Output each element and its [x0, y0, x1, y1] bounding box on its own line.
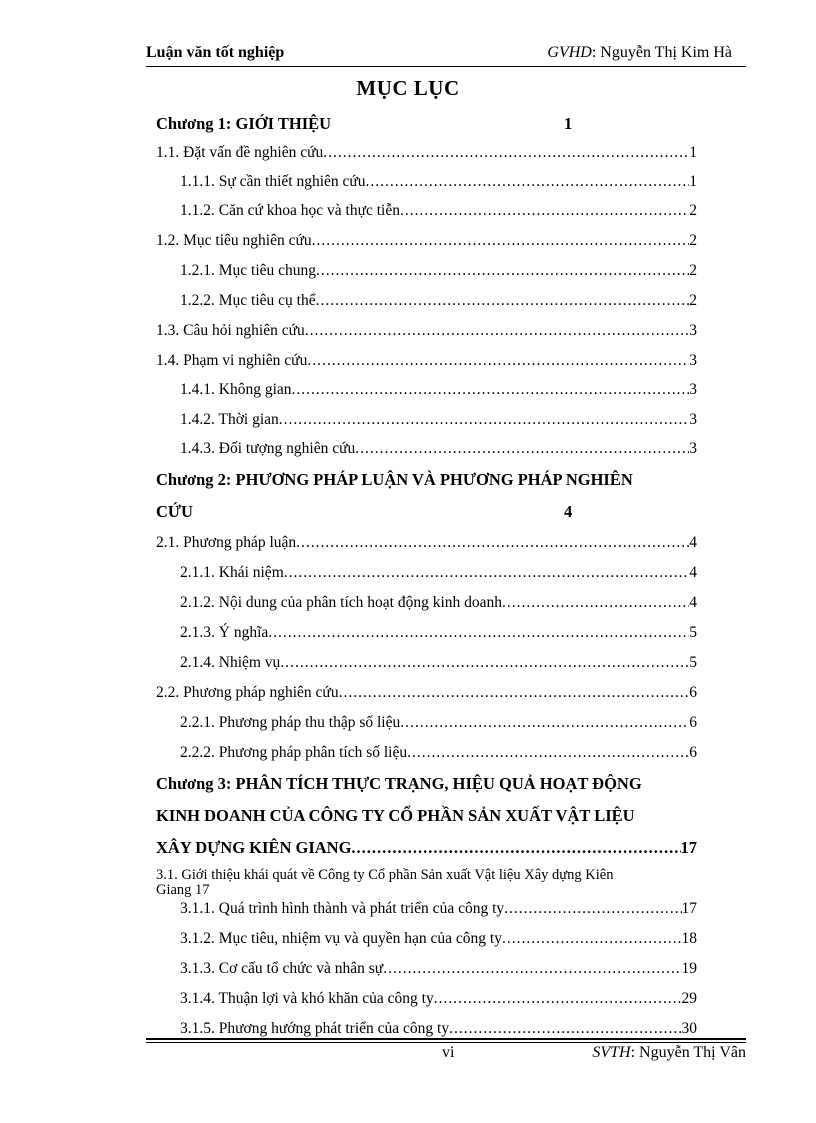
toc-entry[interactable]: [180, 744, 697, 762]
page-number: vi: [442, 1044, 455, 1061]
toc-entry[interactable]: [180, 381, 697, 399]
entry-page: 30: [681, 1020, 697, 1037]
toc-chapter-3-cont[interactable]: [156, 806, 697, 826]
entry-page: 3: [689, 352, 697, 369]
toc-entry[interactable]: [180, 440, 697, 458]
toc-entry[interactable]: [180, 262, 697, 280]
entry-title: 2.2. Phương pháp nghiên cứu: [156, 684, 339, 701]
chapter-page: 1: [564, 114, 573, 133]
entry-title: 1.1. Đặt vấn đề nghiên cứu: [156, 144, 324, 161]
entry-title: 1.2.1. Mục tiêu chung: [180, 262, 317, 279]
page-header: [146, 44, 746, 68]
entry-title: 3.1.3. Cơ cấu tổ chức và nhân sự: [180, 960, 384, 977]
entry-page: 29: [681, 990, 697, 1007]
entry-title: 3.1.1. Quá trình hình thành và phát triển của công ty: [180, 900, 505, 917]
toc-entry[interactable]: [180, 411, 697, 429]
entry-title: 1.1.2. Căn cứ khoa học và thực tiễn: [180, 202, 400, 219]
toc-entry[interactable]: [156, 232, 697, 250]
entry-title: 1.4. Phạm vi nghiên cứu: [156, 352, 308, 369]
entry-page: 4: [689, 534, 697, 551]
toc-chapter-1[interactable]: [156, 114, 697, 134]
toc-entry[interactable]: [156, 534, 697, 552]
entry-title: 2.2.1. Phương pháp thu thập số liệu: [180, 714, 401, 731]
toc-entry[interactable]: [180, 960, 697, 978]
entry-title: 2.1.4. Nhiệm vụ: [180, 654, 281, 671]
footer-rule-thick: [146, 1038, 746, 1040]
section-title-line: 3.1. Giới thiệu khái quát về Công ty Cổ phần Sản xuất Vật liệu Xây dựng Kiên: [156, 867, 614, 883]
toc-entry[interactable]: [180, 173, 697, 191]
entry-page: 3: [689, 381, 697, 398]
toc-chapter-3-end[interactable]: [156, 838, 697, 858]
entry-title: 2.1.2. Nội dung của phân tích hoạt động kinh doanh: [180, 594, 503, 611]
toc-entry[interactable]: [156, 684, 697, 702]
toc-entry[interactable]: [180, 624, 697, 642]
entry-page: 17: [681, 900, 697, 917]
toc-entry[interactable]: [180, 1020, 697, 1038]
entry-page: 2: [689, 262, 697, 279]
entry-page: 18: [681, 930, 697, 947]
chapter-title-line: XÂY DỰNG KIÊN GIANG: [156, 838, 352, 857]
entry-title: 2.1. Phương pháp luận: [156, 534, 297, 551]
entry-page: 3: [689, 440, 697, 457]
toc-section-3-1[interactable]: [156, 868, 716, 898]
entry-title: 2.2.2. Phương pháp phân tích số liệu: [180, 744, 408, 761]
toc-entry[interactable]: [180, 654, 697, 672]
toc-entry[interactable]: [180, 292, 697, 310]
toc-entry[interactable]: [180, 900, 697, 918]
entry-page: 6: [689, 714, 697, 731]
toc-entry[interactable]: [180, 564, 697, 582]
footer-rule-thin: [146, 1042, 746, 1043]
entry-page: 5: [689, 624, 697, 641]
entry-title: 1.4.3. Đối tượng nghiên cứu: [180, 440, 356, 457]
entry-page: 4: [689, 594, 697, 611]
entry-page: 2: [689, 202, 697, 219]
entry-title: 2.1.1. Khái niệm: [180, 564, 284, 581]
entry-title: 1.4.1. Không gian: [180, 381, 292, 398]
page-title: MỤC LỤC: [356, 76, 460, 100]
entry-page: 2: [689, 292, 697, 309]
entry-page: 6: [689, 684, 697, 701]
student-name: : Nguyễn Thị Vân: [630, 1044, 746, 1061]
toc-entry[interactable]: [180, 930, 697, 948]
entry-page: 3: [689, 322, 697, 339]
chapter-page: 4: [564, 502, 573, 521]
toc-entry[interactable]: [180, 202, 697, 220]
entry-title: 3.1.5. Phương hướng phát triển của công ty: [180, 1020, 450, 1037]
page-footer: [146, 1044, 746, 1068]
entry-page: 6: [689, 744, 697, 761]
toc-chapter-2-cont[interactable]: [156, 502, 697, 522]
entry-title: 1.4.2. Thời gian: [180, 411, 279, 428]
advisor-name: : Nguyễn Thị Kim Hà: [591, 44, 732, 61]
entry-page: 1: [689, 173, 697, 190]
thesis-label: Luận văn tốt nghiệp: [146, 44, 285, 61]
student-label: [592, 1044, 746, 1062]
chapter-page: 17: [680, 838, 697, 857]
toc-chapter-3[interactable]: [156, 774, 697, 794]
toc-entry[interactable]: [180, 714, 697, 732]
header-rule: [146, 66, 746, 67]
toc-entry[interactable]: [156, 322, 697, 340]
chapter-title-line: Chương 3: PHÂN TÍCH THỰC TRẠNG, HIỆU QUẢ HOẠT ĐỘNG: [156, 774, 642, 793]
student-abbrev: SVTH: [592, 1044, 631, 1061]
advisor-abbrev: GVHD: [547, 44, 592, 61]
chapter-title-line: Chương 2: PHƯƠNG PHÁP LUẬN VÀ PHƯƠNG PHÁP NGHIÊN: [156, 470, 633, 489]
entry-title: 1.2. Mục tiêu nghiên cứu: [156, 232, 312, 249]
chapter-title-line: CỨU: [156, 502, 193, 521]
entry-title: 1.1.1. Sự cần thiết nghiên cứu: [180, 173, 366, 190]
entry-title: 1.2.2. Mục tiêu cụ thể: [180, 292, 316, 309]
section-title-line: Giang 17: [156, 882, 210, 898]
entry-page: 4: [689, 564, 697, 581]
toc-entry[interactable]: [180, 990, 697, 1008]
entry-title: 3.1.4. Thuận lợi và khó khăn của công ty: [180, 990, 434, 1007]
chapter-title: Chương 1: GIỚI THIỆU: [156, 114, 332, 133]
entry-title: 1.3. Câu hỏi nghiên cứu: [156, 322, 305, 339]
toc-entry[interactable]: [156, 144, 697, 162]
chapter-title-line: KINH DOANH CỦA CÔNG TY CỔ PHẦN SẢN XUẤT VẬT LIỆU: [156, 806, 635, 825]
entry-page: 1: [689, 144, 697, 161]
toc-chapter-2[interactable]: [156, 470, 697, 490]
entry-title: 3.1.2. Mục tiêu, nhiệm vụ và quyền hạn của công ty: [180, 930, 502, 947]
advisor-label: [547, 44, 732, 62]
entry-page: 3: [689, 411, 697, 428]
toc-entry[interactable]: [156, 352, 697, 370]
toc-entry[interactable]: [180, 594, 697, 612]
entry-page: 5: [689, 654, 697, 671]
entry-title: 2.1.3. Ý nghĩa: [180, 624, 269, 641]
entry-page: 2: [689, 232, 697, 249]
entry-page: 19: [681, 960, 697, 977]
